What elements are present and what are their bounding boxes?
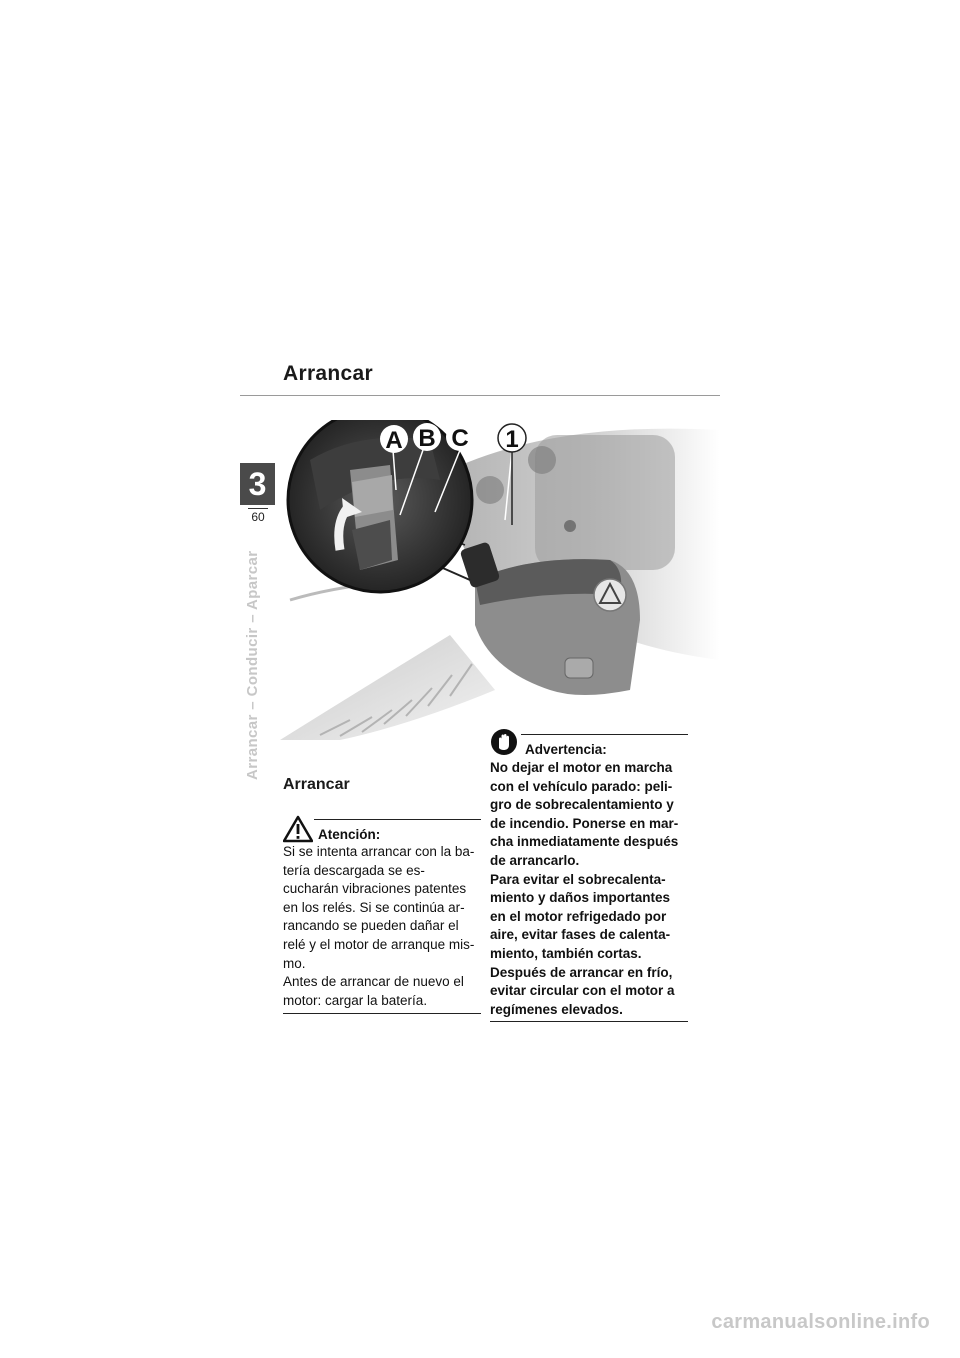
attention-line: cucharán vibraciones patentes [283,881,467,897]
attention-line: Antes de arrancar de nuevo el [283,974,464,990]
callout-b: B [418,425,436,452]
callout-a: A [385,427,403,454]
footer-watermark: carmanualsonline.info [711,1311,930,1333]
callout-1: 1 [505,426,519,453]
warning-line: con el vehículo parado: peli- [490,778,673,794]
warning-line: Para evitar el sobrecalenta- [490,871,666,887]
attention-text [283,843,481,1010]
attention-line: rancando se pueden dañar el [283,918,459,934]
chapter-number: 3 [240,463,275,505]
warning-triangle-icon [283,815,313,843]
warning-line: de arrancarlo. [490,852,580,868]
handlebar-illustration [280,420,720,740]
attention-line: motor: cargar la batería. [283,992,428,1008]
callout-c: C [451,425,469,452]
warning-line: de incendio. Ponerse en mar- [490,815,679,831]
warning-line: cha inmediatamente después [490,834,679,850]
attention-line: mo. [283,955,306,971]
page-number: 60 [251,510,265,524]
side-chapter-tab: Arrancar – Conducir – Aparcar [244,550,261,780]
warning-line: miento y daños importantes [490,890,671,906]
attention-line: tería descargada se es- [283,862,425,878]
page-title: Arrancar [283,362,373,385]
warning-line: evitar circular con el motor a [490,983,675,999]
attention-line: Si se intenta arrancar con la ba- [283,844,475,859]
warning-line: miento, también cortas. [490,945,642,961]
warning-line: regímenes elevados. [490,1001,623,1017]
attention-top-rule [314,819,481,820]
warning-top-rule [521,734,688,735]
warning-line: Después de arrancar en frío, [490,964,673,980]
title-divider [240,395,720,396]
attention-title: Atención: [318,827,381,842]
warning-line: gro de sobrecalentamiento y [490,797,674,813]
warning-bottom-rule [490,1021,688,1022]
warning-line: aire, evitar fases de calenta- [490,927,671,943]
chapter-divider [248,508,268,509]
section-heading: Arrancar [283,776,350,793]
attention-line: relé y el motor de arranque mis- [283,936,475,952]
attention-bottom-rule [283,1013,481,1014]
warning-line: en el motor refrigedado por [490,908,667,924]
warning-text [490,759,690,1019]
warning-title: Advertencia: [525,742,607,757]
attention-line: en los relés. Si se continúa ar- [283,899,465,915]
warning-line: No dejar el motor en marcha [490,760,673,775]
stop-hand-icon [490,728,518,756]
handlebar-figure [280,420,720,740]
